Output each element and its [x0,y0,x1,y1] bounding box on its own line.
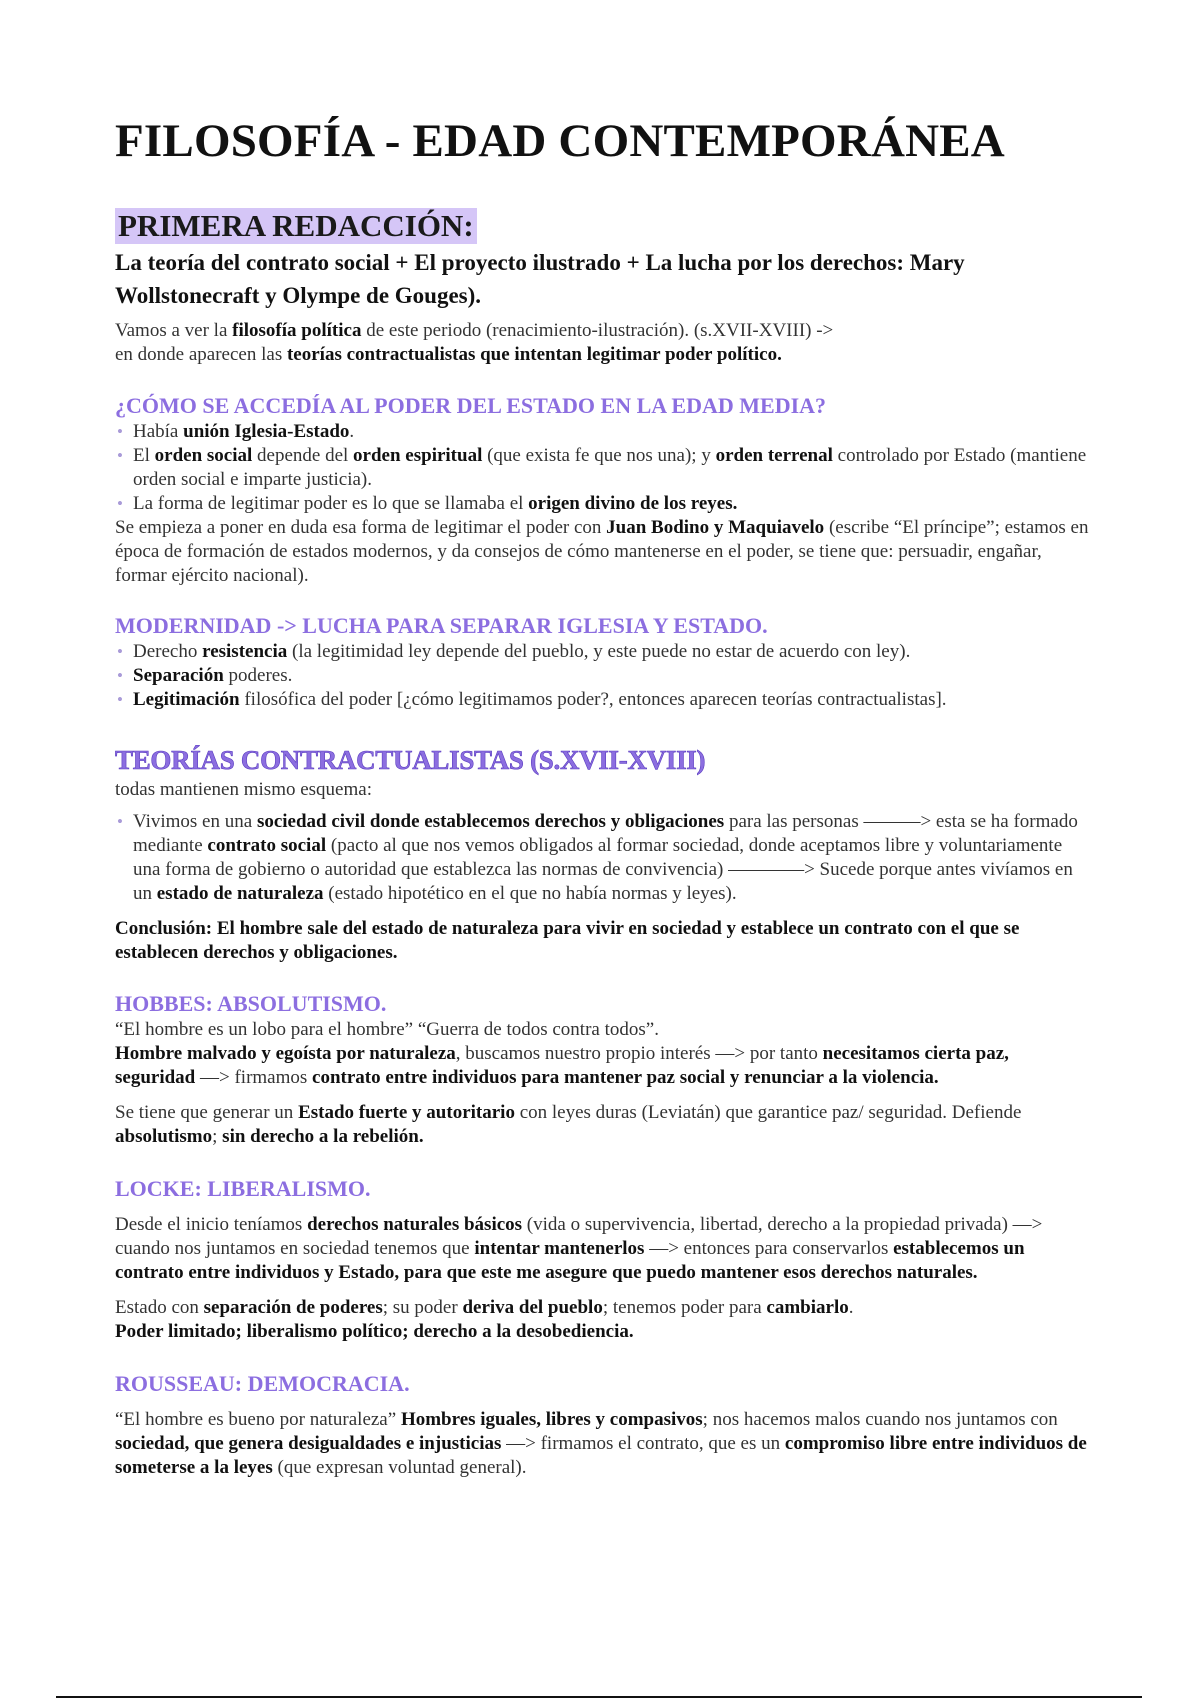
section-heading-locke: LOCKE: LIBERALISMO. [115,1176,371,1201]
list-item: • La forma de legitimar poder es lo que se llamaba el origen divino de los reyes. [115,492,1090,516]
document-title: FILOSOFÍA - EDAD CONTEMPORÁNEA [115,115,1005,167]
paragraph-bodino-maquiavelo: Se empieza a poner en duda esa forma de legitimar el poder con Juan Bodino y Maquiavelo (escribe “El príncipe”; estamos en época de formación de estados modernos, y da consejos de cómo mantenerse en el poder, se tiene que: persuadir, engañar, formar ejército nacional). [115,517,1089,586]
list-contractualistas [115,810,1090,906]
list-modernidad [115,640,1090,712]
list-item: • Derecho resistencia (la legitimidad ley depende del pueblo, y este puede no estar de acuerdo con ley). [115,640,1090,664]
list-item: • El orden social depende del orden espiritual (que exista fe que nos una); y orden terrenal controlado por Estado (mantiene orden social e imparte justicia). [115,444,1090,492]
document-page [115,112,1090,1480]
locke-paragraph-1: Desde el inicio teníamos derechos naturales básicos (vida o supervivencia, libertad, derecho a la propiedad privada) —> cuando nos juntamos en sociedad tenemos que intentar mantenerlos —> entonces para conservarlos establecemos un contrato entre individuos y Estado, para que este me asegure que puedo mantener esos derechos naturales. [115,1214,1043,1283]
section-heading-edad-media: ¿CÓMO SE ACCEDÍA AL PODER DEL ESTADO EN LA EDAD MEDIA? [115,393,827,418]
hobbes-paragraph-1: Hombre malvado y egoísta por naturaleza, buscamos nuestro propio interés —> por tanto necesitamos cierta paz, seguridad —> firmamos contrato entre individuos para mantener paz social y renunciar a la violencia. [115,1043,1009,1088]
locke-paragraph-2: Estado con separación de poderes; su poder deriva del pueblo; tenemos poder para cambiarlo. Poder limitado; liberalismo político; derecho a la desobediencia. [115,1297,854,1342]
rousseau-paragraph-1: “El hombre es bueno por naturaleza” Hombres iguales, libres y compasivos; nos hacemos malos cuando nos juntamos con sociedad, que genera desigualdades e injusticias —> firmamos el contrato, que es un compromiso libre entre individuos de someterse a la leyes (que expresan voluntad general). [115,1409,1087,1478]
hobbes-paragraph-2: Se tiene que generar un Estado fuerte y autoritario con leyes duras (Leviatán) que garantice paz/ seguridad. Defiende absolutismo; sin derecho a la rebelión. [115,1102,1022,1147]
list-item: • Vivimos en una sociedad civil donde establecemos derechos y obligaciones para las personas ———> esta se ha formado mediante contrato social (pacto al que nos vemos obligados al formar sociedad, donde aceptamos libre y voluntariamente una forma de gobierno o autoridad que establezca las normas de convivencia) ————> Sucede porque antes vivíamos en un estado de naturaleza (estado hipotético en el que no había normas y leyes). [115,810,1090,906]
list-item: • Separación poderes. [115,664,1090,688]
contractualistas-conclusion: Conclusión: El hombre sale del estado de naturaleza para vivir en sociedad y establece un contrato con el que se establecen derechos y obligaciones. [115,918,1020,963]
section-heading-rousseau: ROUSSEAU: DEMOCRACIA. [115,1371,410,1396]
contractualistas-intro: todas mantienen mismo esquema: [115,779,372,800]
hobbes-quote: “El hombre es un lobo para el hombre” “Guerra de todos contra todos”. [115,1019,659,1040]
redaccion-subtitle: La teoría del contrato social + El proyecto ilustrado + La lucha por los derechos: Mary Wollstonecraft y Olympe de Gouges). [115,250,965,308]
page-bottom-divider [56,1696,1142,1698]
list-item: • Había unión Iglesia-Estado. [115,420,1090,444]
redaccion-intro: Vamos a ver la filosofía política de este periodo (renacimiento-ilustración). (s.XVII-XVIII) -> en donde aparecen las teorías contractualistas que intentan legitimar poder político. [115,320,834,365]
section-heading-modernidad: MODERNIDAD -> LUCHA PARA SEPARAR IGLESIA Y ESTADO. [115,613,768,638]
list-edad-media [115,420,1090,516]
section-heading-contractualistas: TEORÍAS CONTRACTUALISTAS (S.XVII-XVIII) [115,745,706,775]
list-item: • Legitimación filosófica del poder [¿cómo legitimamos poder?, entonces aparecen teorías contractualistas]. [115,688,1090,712]
section-heading-hobbes: HOBBES: ABSOLUTISMO. [115,991,387,1016]
highlighted-heading-primera-redaccion: PRIMERA REDACCIÓN: [115,208,477,244]
